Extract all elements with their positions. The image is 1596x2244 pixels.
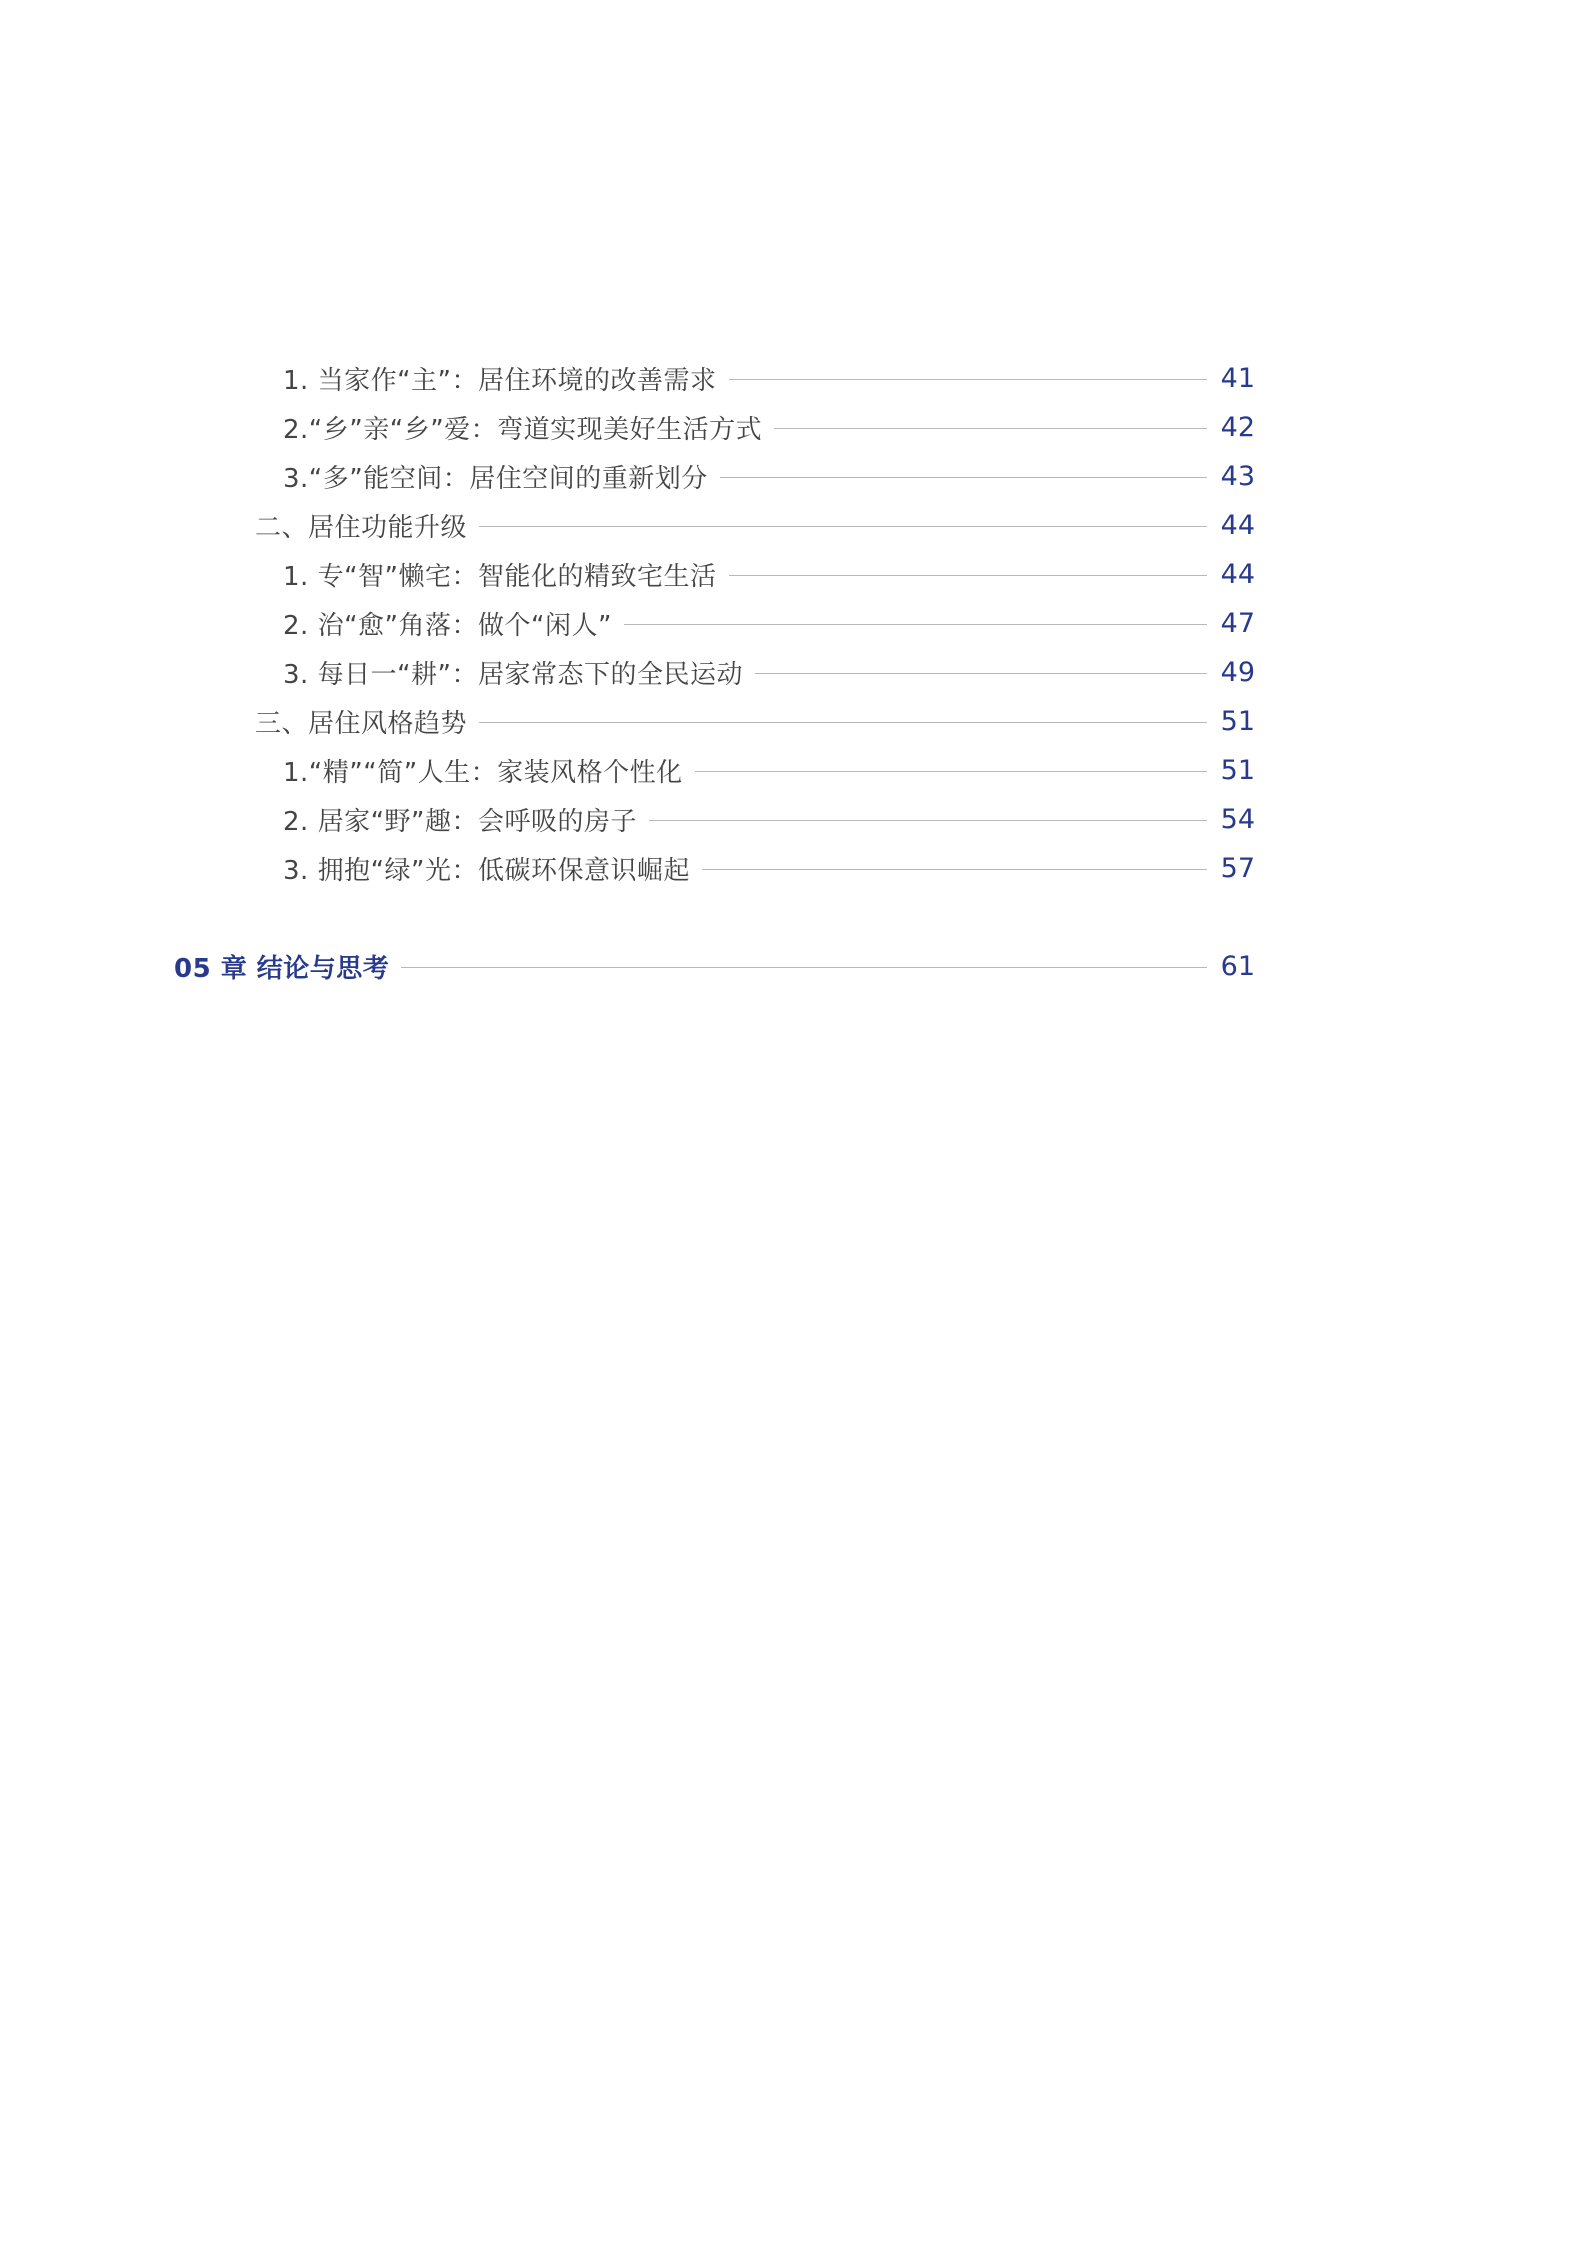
toc-leader-line bbox=[755, 673, 1207, 674]
toc-entry-label: 1. 专“智”懒宅：智能化的精致宅生活 bbox=[283, 561, 717, 592]
toc-entry-label: 二、居住功能升级 bbox=[255, 512, 468, 543]
toc-entry-label: 三、居住风格趋势 bbox=[255, 708, 468, 739]
toc-entry-label: 1. 当家作“主”：居住环境的改善需求 bbox=[283, 365, 717, 396]
toc-leader-line bbox=[479, 526, 1207, 527]
toc-entry[interactable] bbox=[283, 358, 1255, 398]
toc-page-number: 44 bbox=[1220, 509, 1255, 541]
toc-entry[interactable] bbox=[283, 603, 1255, 643]
toc-leader-line bbox=[720, 477, 1207, 478]
toc-entry[interactable] bbox=[283, 554, 1255, 594]
toc-leader-line bbox=[702, 869, 1207, 870]
toc-entry[interactable] bbox=[283, 456, 1255, 496]
toc-page-number: 41 bbox=[1220, 362, 1255, 394]
toc-page-number: 54 bbox=[1220, 803, 1255, 835]
toc-entry[interactable] bbox=[283, 407, 1255, 447]
toc-leader-line bbox=[401, 967, 1206, 968]
toc-entry[interactable] bbox=[283, 848, 1255, 888]
toc-page-number: 42 bbox=[1220, 411, 1255, 443]
toc-leader-line bbox=[695, 771, 1207, 772]
toc-page-number: 43 bbox=[1220, 460, 1255, 492]
toc-leader-line bbox=[649, 820, 1207, 821]
toc-entry[interactable] bbox=[283, 652, 1255, 692]
toc-page-number: 47 bbox=[1220, 607, 1255, 639]
toc-leader-line bbox=[729, 379, 1207, 380]
toc-chapter-entry[interactable] bbox=[174, 946, 1255, 986]
toc-section-entry[interactable] bbox=[255, 505, 1255, 545]
toc-leader-line bbox=[624, 624, 1207, 625]
toc-leader-line bbox=[774, 428, 1206, 429]
toc-entry-label: 2. 居家“野”趣：会呼吸的房子 bbox=[283, 806, 638, 837]
toc-leader-line bbox=[729, 575, 1207, 576]
toc-page-number: 51 bbox=[1220, 705, 1255, 737]
toc-page-number: 49 bbox=[1220, 656, 1255, 688]
toc-leader-line bbox=[479, 722, 1207, 723]
toc-page-number: 57 bbox=[1220, 852, 1255, 884]
toc-entry-label: 2.“乡”亲“乡”爱：弯道实现美好生活方式 bbox=[283, 414, 763, 445]
toc-section-entry[interactable] bbox=[255, 701, 1255, 741]
toc-entry-label: 3.“多”能空间：居住空间的重新划分 bbox=[283, 463, 708, 494]
toc-page-number: 44 bbox=[1220, 558, 1255, 590]
toc-page-number: 61 bbox=[1220, 950, 1255, 982]
toc-entry-label: 3. 每日一“耕”：居家常态下的全民运动 bbox=[283, 659, 744, 690]
toc-page-number: 51 bbox=[1220, 754, 1255, 786]
toc-entry-label: 2. 治“愈”角落：做个“闲人” bbox=[283, 610, 612, 641]
toc-entry[interactable] bbox=[283, 799, 1255, 839]
toc-entry-label: 3. 拥抱“绿”光：低碳环保意识崛起 bbox=[283, 855, 691, 886]
toc-chapter-label: 05 章 结论与思考 bbox=[174, 953, 390, 984]
toc-entry[interactable] bbox=[283, 750, 1255, 790]
toc-entry-label: 1.“精”“简”人生：家装风格个性化 bbox=[283, 757, 683, 788]
